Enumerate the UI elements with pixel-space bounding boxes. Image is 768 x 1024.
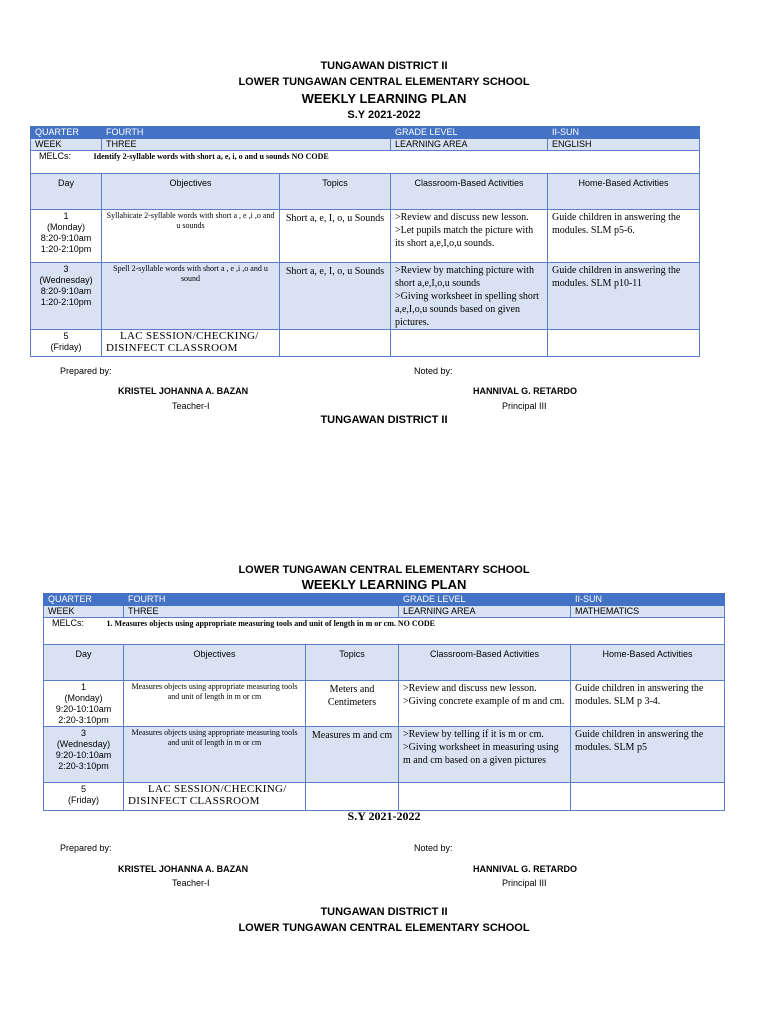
activity-line: >Giving worksheet in measuring using m and cm based on a given pictures [403, 742, 559, 766]
lac-line: LAC SESSION/CHECKING/ [120, 330, 259, 342]
classroom-cell [399, 727, 571, 783]
lac-session-cell [102, 330, 280, 357]
footer-district: TUNGAWAN DISTRICT II [320, 414, 448, 426]
table-row [44, 727, 725, 783]
melcs-row [31, 151, 700, 174]
empty-cell [571, 783, 725, 811]
noted-by-label: Noted by: [414, 366, 453, 376]
activity-line: >Review and discuss new lesson. [395, 212, 529, 223]
objective-cell: Measures objects using appropriate measuring tools and unit of length in m or cm [124, 681, 306, 727]
day-cell [44, 727, 124, 783]
day-name: (Wednesday) [39, 275, 93, 285]
grade-level-label: GRADE LEVEL [391, 127, 548, 139]
time-pm: 2:20-3:10pm [58, 761, 109, 771]
week-value: THREE [124, 606, 399, 618]
school-heading: LOWER TUNGAWAN CENTRAL ELEMENTARY SCHOOL [238, 564, 530, 576]
header-classroom: Classroom-Based Activities [399, 645, 571, 681]
quarter-label: QUARTER [44, 594, 124, 606]
header-objectives: Objectives [102, 174, 280, 210]
grade-level-label: GRADE LEVEL [399, 594, 571, 606]
grade-level-value: II-SUN [571, 594, 725, 606]
principal-title: Principal III [502, 401, 547, 411]
footer-district: TUNGAWAN DISTRICT II [320, 906, 448, 918]
school-year: S.Y 2021-2022 [347, 109, 421, 121]
learning-area-value: MATHEMATICS [571, 606, 725, 618]
day-name: (Wednesday) [56, 739, 111, 749]
time-am: 9:20-10:10am [55, 750, 112, 760]
home-cell: Guide children in answering the modules. SLM p10-11 [548, 263, 700, 330]
day-number: 1 [63, 211, 69, 221]
home-cell: Guide children in answering the modules. SLM p5 [571, 727, 725, 783]
time-pm: 2:20-3:10pm [58, 715, 109, 725]
principal-name: HANNIVAL G. RETARDO [473, 386, 578, 396]
teacher-title: Teacher-I [172, 878, 210, 888]
header-home: Home-Based Activities [571, 645, 725, 681]
empty-cell [399, 783, 571, 811]
prepared-by-label: Prepared by: [60, 366, 112, 376]
district-heading: TUNGAWAN DISTRICT II [320, 60, 448, 72]
day-name: (Monday) [46, 222, 85, 232]
day-cell [44, 681, 124, 727]
table-row [31, 263, 700, 330]
day-number: 5 [63, 331, 69, 341]
classroom-cell [399, 681, 571, 727]
plan-title: WEEKLY LEARNING PLAN [301, 91, 467, 106]
day-number: 3 [80, 728, 86, 738]
empty-cell [548, 330, 700, 357]
principal-title: Principal III [502, 878, 547, 888]
day-name: (Monday) [64, 693, 103, 703]
melcs-row [44, 618, 725, 645]
day-number: 3 [63, 264, 69, 274]
table-row [44, 783, 725, 811]
melcs-label: MELCs: [52, 618, 85, 628]
empty-cell [306, 783, 399, 811]
week-value: THREE [102, 139, 391, 151]
table-row [31, 330, 700, 357]
header-home: Home-Based Activities [548, 174, 700, 210]
topic-cell: Short a, e, I, o, u Sounds [280, 263, 391, 330]
melcs-text: 1. Measures objects using appropriate measuring tools and unit of length in m or cm. NO CODE [106, 619, 435, 628]
activity-line: >Giving worksheet in spelling short a,e,I,o,u sounds based on given pictures. [395, 291, 539, 328]
activity-line: >Giving concrete example of m and cm. [403, 696, 565, 707]
day-cell [44, 783, 124, 811]
school-year: S.Y 2021-2022 [347, 809, 421, 823]
teacher-name: KRISTEL JOHANNA A. BAZAN [118, 386, 249, 396]
day-name: (Friday) [68, 795, 99, 805]
day-cell [31, 330, 102, 357]
day-number: 1 [80, 682, 86, 692]
weekly-plan-table-english [30, 126, 700, 357]
activity-line: >Let pupils match the picture with its short a,e,I,o,u sounds. [395, 225, 534, 249]
learning-area-label: LEARNING AREA [391, 139, 548, 151]
teacher-name: KRISTEL JOHANNA A. BAZAN [118, 864, 249, 874]
quarter-value: FOURTH [102, 127, 391, 139]
classroom-cell [391, 210, 548, 263]
day-cell [31, 263, 102, 330]
header-day: Day [44, 645, 124, 681]
grade-level-value: II-SUN [548, 127, 700, 139]
learning-area-label: LEARNING AREA [399, 606, 571, 618]
time-am: 9:20-10:10am [55, 704, 112, 714]
weekly-plan-table-math [43, 593, 725, 811]
objective-cell: Spell 2-syllable words with short a , e ,i ,o and u sound [102, 263, 280, 330]
activity-line: >Review by telling if it is m or cm. [403, 729, 544, 740]
melcs-label: MELCs: [39, 151, 72, 161]
day-name: (Friday) [50, 342, 82, 352]
topic-cell: Short a, e, I, o, u Sounds [280, 210, 391, 263]
header-classroom: Classroom-Based Activities [391, 174, 548, 210]
objective-cell: Measures objects using appropriate measuring tools and unit of length in m or cm [124, 727, 306, 783]
quarter-label: QUARTER [31, 127, 102, 139]
day-number: 5 [80, 784, 86, 794]
table-row [44, 681, 725, 727]
lac-line: DISINFECT CLASSROOM [128, 795, 260, 807]
empty-cell [280, 330, 391, 357]
week-label: WEEK [44, 606, 124, 618]
activity-line: >Review and discuss new lesson. [403, 683, 537, 694]
prepared-by-label: Prepared by: [60, 843, 112, 853]
footer-school: LOWER TUNGAWAN CENTRAL ELEMENTARY SCHOOL [238, 922, 530, 934]
header-topics: Topics [306, 645, 399, 681]
table-row [31, 210, 700, 263]
learning-area-value: ENGLISH [548, 139, 700, 151]
home-cell: Guide children in answering the modules. SLM p5-6. [548, 210, 700, 263]
lac-session-cell [124, 783, 306, 811]
header-day: Day [31, 174, 102, 210]
plan-title: WEEKLY LEARNING PLAN [301, 577, 467, 592]
principal-name: HANNIVAL G. RETARDO [473, 864, 578, 874]
objective-cell: Syllabicate 2-syllable words with short a , e ,i ,o and u sounds [102, 210, 280, 263]
topic-cell: Meters and Centimeters [306, 681, 399, 727]
time-pm: 1:20-2:10pm [40, 244, 92, 254]
school-heading: LOWER TUNGAWAN CENTRAL ELEMENTARY SCHOOL [238, 76, 530, 88]
header-objectives: Objectives [124, 645, 306, 681]
noted-by-label: Noted by: [414, 843, 453, 853]
week-label: WEEK [31, 139, 102, 151]
quarter-value: FOURTH [124, 594, 399, 606]
day-cell [31, 210, 102, 263]
melcs-text: Identify 2-syllable words with short a, e, i, o and u sounds NO CODE [93, 152, 329, 161]
empty-cell [391, 330, 548, 357]
header-topics: Topics [280, 174, 391, 210]
time-pm: 1:20-2:10pm [40, 297, 92, 307]
activity-line: >Review by matching picture with short a,e,I,o,u sounds [395, 265, 534, 289]
lac-line: LAC SESSION/CHECKING/ [148, 783, 287, 795]
classroom-cell [391, 263, 548, 330]
time-am: 8:20-9:10am [40, 233, 92, 243]
time-am: 8:20-9:10am [40, 286, 92, 296]
topic-cell: Measures m and cm [306, 727, 399, 783]
lac-line: DISINFECT CLASSROOM [106, 342, 238, 354]
teacher-title: Teacher-I [172, 401, 210, 411]
home-cell: Guide children in answering the modules. SLM p 3-4. [571, 681, 725, 727]
